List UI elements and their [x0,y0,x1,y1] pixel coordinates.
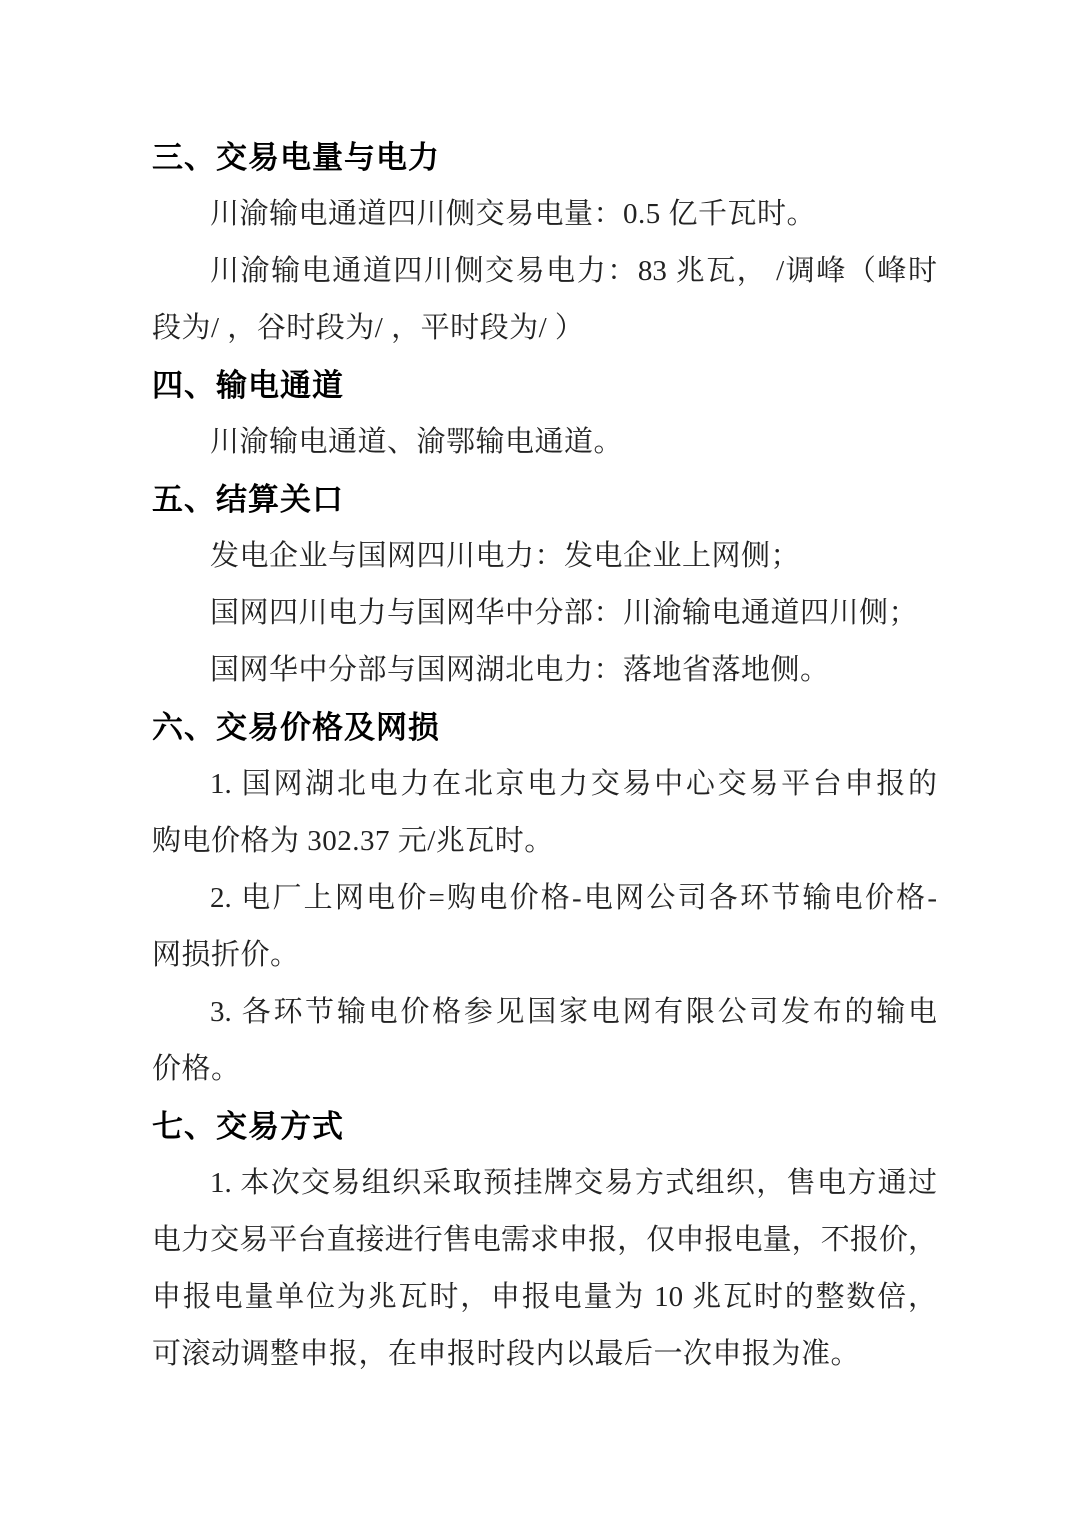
document-line: 1. 国网湖北电力在北京电力交易中心交易平台申报的 [210,768,937,800]
document-line: 可滚动调整申报，在申报时段内以最后一次申报为准。 [152,1338,861,1370]
document-line: 发电企业与国网四川电力：发电企业上网侧； [210,540,801,572]
document-line: 购电价格为 302.37 元/兆瓦时。 [152,825,554,857]
document-line: 电力交易平台直接进行售电需求申报，仅申报电量，不报价， [152,1224,937,1256]
document-line: 国网华中分部与国网湖北电力：落地省落地侧。 [210,654,830,686]
document-line: 川渝输电通道、渝鄂输电通道。 [210,426,624,458]
document-line: 3. 各环节输电价格参见国家电网有限公司发布的输电 [210,996,937,1028]
document-line: 价格。 [152,1053,241,1085]
document-line: 网损折价。 [152,939,300,971]
section-heading: 五、结算关口 [152,482,344,517]
section-heading: 三、交易电量与电力 [152,140,440,175]
section-heading: 四、输电通道 [152,368,344,403]
document-line: 国网四川电力与国网华中分部：川渝输电通道四川侧； [210,597,919,629]
document-line: 2. 电厂上网电价=购电价格-电网公司各环节输电价格- [210,882,937,914]
document-line: 1. 本次交易组织采取预挂牌交易方式组织，售电方通过 [210,1167,937,1199]
document-line: 段为/ ，谷时段为/ ，平时段为/ ） [152,312,585,344]
document-line: 川渝输电通道四川侧交易电量：0.5 亿千瓦时。 [210,198,817,230]
section-heading: 六、交易价格及网损 [152,710,440,745]
document-line: 川渝输电通道四川侧交易电力：83 兆瓦， /调峰（峰时 [210,255,937,287]
section-heading: 七、交易方式 [152,1109,344,1144]
document-content [152,129,937,1383]
document-line: 申报电量单位为兆瓦时，申报电量为 10 兆瓦时的整数倍， [152,1281,937,1313]
